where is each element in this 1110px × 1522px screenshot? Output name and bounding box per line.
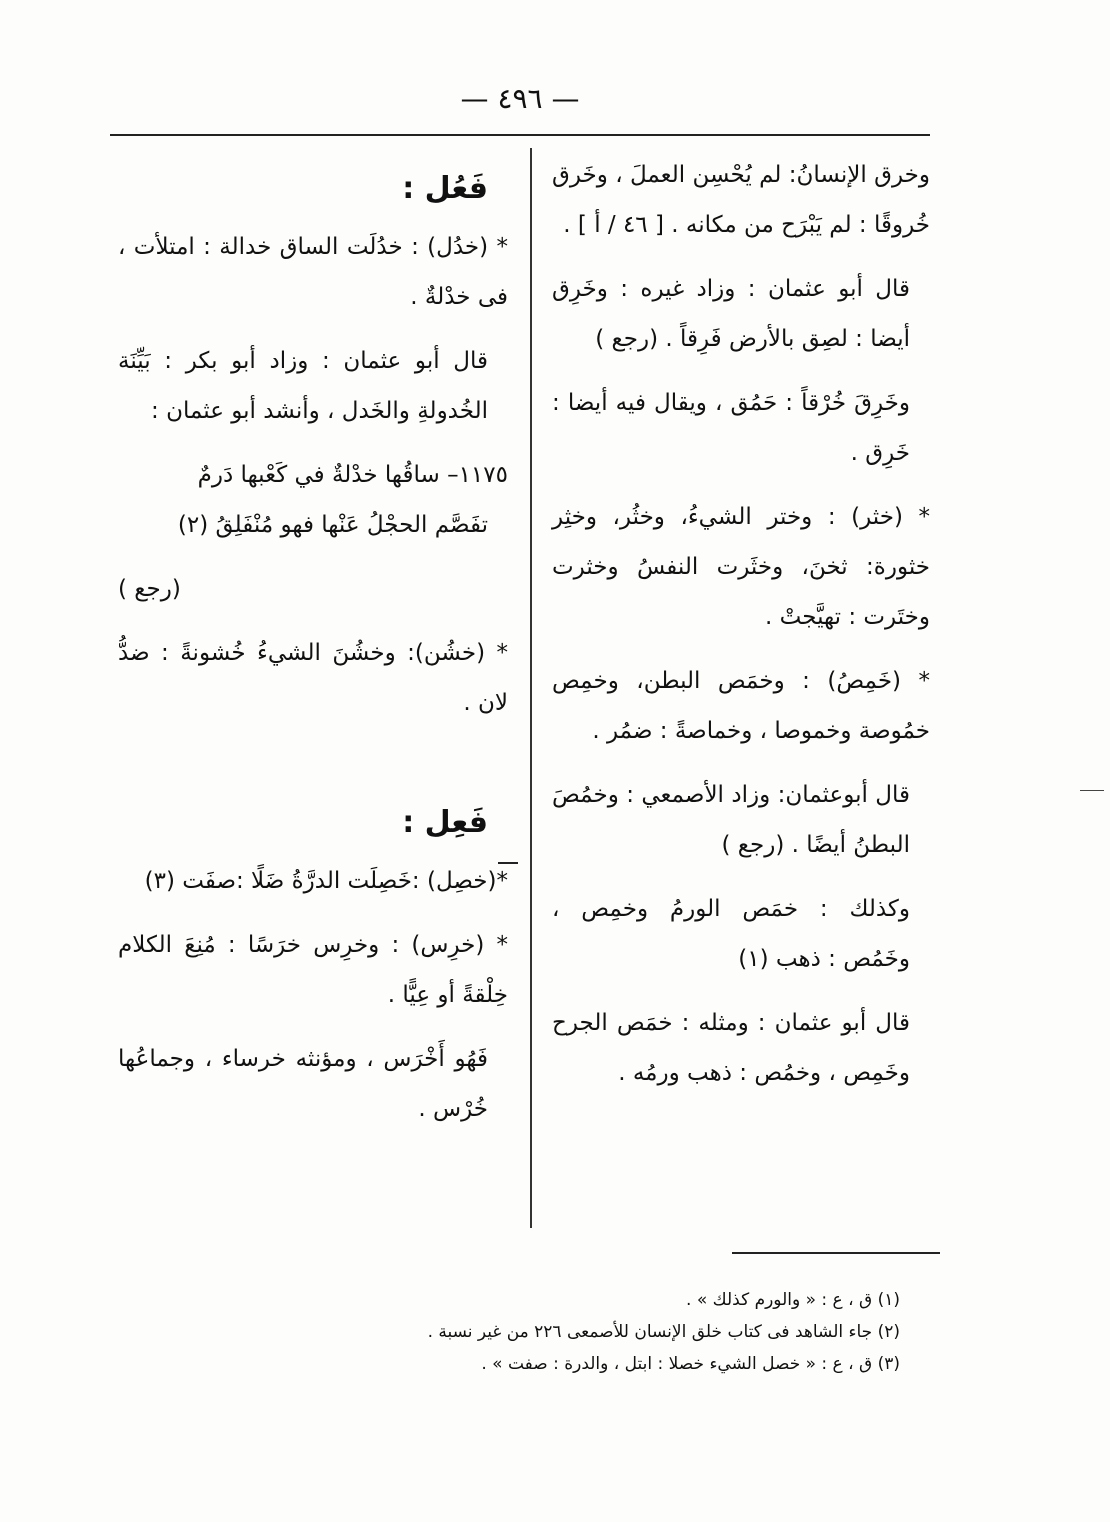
page-number: — ٤٩٦ — <box>460 82 580 115</box>
entry-paragraph: وكذلك : خمَص الورمُ وخمِص ، وخَمُص : ذهب (١) <box>552 896 910 972</box>
entry-paragraph: * (خدُل) : خدُلَت الساق خدالة : امتلأت ، فى خدْلةٌ . <box>118 234 508 310</box>
entry-paragraph: وخرق الإنسانُ: لم يُحْسِن العملَ ، وخَرق خُروقًا : لم يَبْرَح من مكانه . [ ٤٦ / أ ] . <box>552 162 930 238</box>
footnote-rule <box>732 1252 940 1254</box>
section-heading: فَعِل : <box>402 805 488 840</box>
entry-paragraph: * (خَمِصُ) : وخمَص البطن، وخمِص خمُوصة وخموصا ، وخماصةً : ضمُر . <box>552 668 930 744</box>
entry-paragraph: قال أبوعثمان: وزاد الأصمعي : وخمُصَ البطنُ أيضًا . (رجع ) <box>552 782 910 858</box>
entry-paragraph: قال أبو عثمان : ومثله : خمَص الجرح وخَمِص ، وخمُص : ذهب ورمُه . <box>552 1010 910 1086</box>
entry-paragraph: قال أبو عثمان : وزاد أبو بكر : بَيِّنَة الخُدولةِ والخَدل ، وأنشد أبو عثمان : <box>118 348 488 424</box>
left-column <box>118 150 508 1148</box>
entry-paragraph: * (خثر) : وختر الشيءُ، وخثُر، وخثِر خثورة: ثخنَ، وخثَرت النفسُ وخثرت وختَرت : تهيَّجتْ . <box>552 504 930 630</box>
footnotes <box>360 1284 900 1380</box>
entry-paragraph: * (خرِس) : وخرِس خرَسًا : مُنِعَ الكلام خِلْقةً أو عِيًّا . <box>118 932 508 1008</box>
section-heading: فَعُل : <box>402 171 488 206</box>
entry-paragraph: *(خصِل) :خَصِلَت الدرَّةُ ضَلًا :صفَت (٣) <box>144 868 508 894</box>
entry-paragraph: قال أبو عثمان : وزاد غيره : وخَرِق أيضا : لصِق بالأرض فَرِقاً . (رجع ) <box>552 276 910 352</box>
footnote: (٢) جاء الشاهد فى كتاب خلق الإنسان للأصمعى ٢٢٦ من غير نسبة . <box>427 1322 900 1342</box>
verse-line: ١١٧٥– ساقُها خدْلةٌ في كَعْبها دَرمٌ <box>197 462 508 488</box>
margin-dash <box>1080 790 1104 791</box>
entry-paragraph: فَهُو أَخْرَس ، ومؤنثه خرساء ، وجماعُها خُرْس . <box>118 1046 488 1122</box>
footnote: (٣) ق ، ع : « خصل الشيء خصلا : ابتل ، والدرة : صفت » . <box>481 1354 900 1374</box>
footnote: (١) ق ، ع : « والورم كذلك » . <box>686 1290 900 1310</box>
entry-paragraph: * (خشُن): وخشُنَ الشيءُ خُشونةً : ضدُّ لان . <box>118 640 508 716</box>
return-marker: (رجع ) <box>118 576 181 602</box>
right-column <box>552 150 930 1112</box>
top-rule <box>110 134 930 136</box>
entry-paragraph: وخَرِقَ خُرْقاً : حَمُق ، ويقال فيه أيضا : خَرِق . <box>552 390 910 466</box>
verse-line: تفَصَّم الحجْلُ عَنْها فهو مُنْفَلِقُ (٢) <box>177 512 488 538</box>
column-divider <box>530 148 532 1228</box>
